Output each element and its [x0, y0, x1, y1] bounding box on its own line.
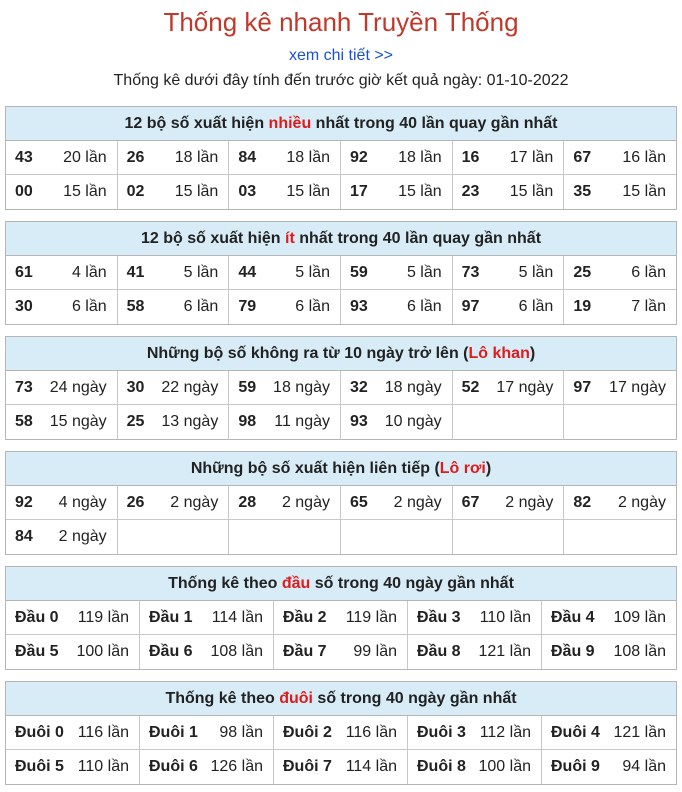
stat-cell	[542, 716, 676, 750]
stat-value: 22 ngày	[161, 378, 219, 396]
stat-key: Đuôi 0	[15, 723, 64, 741]
stat-key: 41	[126, 263, 145, 281]
stat-value: 7 lần	[631, 298, 666, 315]
stat-key: 03	[238, 183, 257, 200]
stat-cell	[229, 486, 341, 520]
stat-cell	[229, 290, 341, 324]
stat-value: 18 lần	[174, 148, 219, 166]
stat-key: Đuôi 6	[149, 758, 198, 775]
stat-key: Đầu 6	[149, 643, 193, 660]
stat-value: 109 lần	[613, 608, 666, 626]
stats-grid	[6, 716, 676, 784]
stat-value: 4 lần	[71, 263, 107, 281]
stat-cell	[118, 141, 230, 175]
stat-value: 20 lần	[63, 148, 107, 166]
stat-key: 02	[126, 183, 145, 200]
section-heading: Thống kê theo đầu số trong 40 ngày gần nhất	[6, 567, 676, 601]
stat-cell	[341, 175, 453, 209]
stat-cell	[453, 141, 565, 175]
stat-key: Đầu 8	[417, 643, 461, 660]
stat-value: 18 ngày	[273, 378, 330, 396]
stat-value: 114 lần	[211, 608, 263, 626]
stat-cell	[542, 601, 676, 635]
stat-key: 58	[126, 298, 145, 315]
stat-value: 100 lần	[478, 758, 531, 775]
stat-key: Đầu 4	[551, 608, 595, 626]
stat-cell	[341, 141, 453, 175]
stat-value: 10 ngày	[384, 413, 442, 430]
stat-key: 30	[126, 378, 145, 396]
stat-key: Đuôi 4	[551, 723, 600, 741]
stat-cell	[6, 290, 118, 324]
stat-key: 92	[349, 148, 368, 166]
stat-cell	[542, 750, 676, 784]
empty-cell	[118, 520, 230, 554]
stat-cell	[140, 635, 274, 669]
stat-value: 100 lần	[76, 643, 129, 660]
stat-cell	[6, 141, 118, 175]
stat-cell	[274, 750, 408, 784]
stat-key: 67	[573, 148, 592, 166]
stat-key: Đuôi 5	[15, 758, 64, 775]
stat-key: 93	[349, 298, 368, 315]
stat-value: 15 lần	[286, 183, 330, 200]
stat-cell	[6, 486, 118, 520]
stat-value: 17 lần	[509, 148, 554, 166]
stat-value: 6 lần	[183, 298, 219, 315]
stat-key: Đầu 1	[149, 608, 193, 626]
stat-value: 121 lần	[478, 643, 531, 660]
stat-key: Đầu 2	[283, 608, 327, 626]
stat-cell	[542, 635, 676, 669]
stat-key: 30	[15, 298, 33, 315]
stat-value: 5 lần	[183, 263, 219, 281]
stat-value: 119 lần	[345, 608, 397, 626]
stat-value: 6 lần	[295, 298, 330, 315]
stat-value: 119 lần	[77, 608, 129, 626]
stat-value: 2 ngày	[58, 528, 107, 545]
stats-grid	[6, 141, 676, 209]
stat-cell	[118, 371, 230, 405]
stat-cell	[6, 520, 118, 554]
stat-key: 73	[15, 378, 33, 396]
stat-cell	[341, 256, 453, 290]
stat-key: 92	[15, 493, 33, 511]
stat-key: 25	[126, 413, 145, 430]
section-duoi-stats	[5, 681, 677, 785]
stat-cell	[229, 141, 341, 175]
stat-value: 15 lần	[509, 183, 554, 200]
stat-cell	[140, 601, 274, 635]
stat-key: 67	[461, 493, 480, 511]
stat-value: 121 lần	[613, 723, 666, 741]
stat-key: Đầu 0	[15, 608, 59, 626]
stat-key: 97	[461, 298, 480, 315]
stat-value: 6 lần	[406, 298, 442, 315]
stat-cell	[453, 371, 565, 405]
stat-cell	[6, 175, 118, 209]
stat-value: 15 lần	[398, 183, 442, 200]
section-heading: Những bộ số không ra từ 10 ngày trở lên (Lô khan)	[6, 337, 676, 371]
empty-cell	[564, 520, 676, 554]
stat-value: 5 lần	[406, 263, 442, 281]
stat-value: 17 ngày	[609, 378, 666, 396]
page-subtitle: Thống kê dưới đây tính đến trước giờ kết quả ngày: 01-10-2022	[113, 72, 569, 89]
stat-key: 82	[573, 493, 592, 511]
stat-cell	[564, 486, 676, 520]
stat-value: 110 lần	[77, 758, 129, 775]
stat-value: 11 ngày	[274, 413, 330, 430]
stat-key: Đầu 7	[283, 643, 327, 660]
stats-grid	[6, 601, 676, 669]
stat-key: 26	[126, 148, 145, 166]
stat-cell	[229, 256, 341, 290]
stat-key: Đuôi 1	[149, 723, 198, 741]
section-least-frequent	[5, 221, 677, 325]
stat-value: 15 lần	[622, 183, 666, 200]
empty-cell	[453, 520, 565, 554]
stat-value: 108 lần	[613, 643, 666, 660]
stat-cell	[408, 601, 542, 635]
stat-key: 79	[238, 298, 257, 315]
stat-cell	[453, 256, 565, 290]
stat-cell	[408, 716, 542, 750]
stat-cell	[118, 256, 230, 290]
stat-value: 2 ngày	[505, 493, 554, 511]
stat-value: 5 lần	[295, 263, 330, 281]
stat-value: 18 ngày	[384, 378, 442, 396]
stat-cell	[564, 290, 676, 324]
stat-key: 28	[238, 493, 257, 511]
stat-key: 58	[15, 413, 33, 430]
stat-value: 24 ngày	[49, 378, 107, 396]
stat-value: 13 ngày	[161, 413, 219, 430]
empty-cell	[341, 520, 453, 554]
stat-key: 26	[126, 493, 145, 511]
stat-key: 97	[573, 378, 592, 396]
section-dau-stats	[5, 566, 677, 670]
stat-cell	[408, 635, 542, 669]
stat-cell	[6, 601, 140, 635]
stat-cell	[6, 256, 118, 290]
stat-cell	[118, 290, 230, 324]
stat-value: 110 lần	[479, 608, 531, 626]
stat-key: 32	[349, 378, 368, 396]
stat-value: 6 lần	[71, 298, 107, 315]
stat-value: 108 lần	[210, 643, 263, 660]
stat-key: Đầu 9	[551, 643, 595, 660]
stat-value: 2 ngày	[617, 493, 666, 511]
stat-value: 15 lần	[174, 183, 219, 200]
stat-cell	[453, 290, 565, 324]
stat-cell	[6, 371, 118, 405]
stat-value: 112 lần	[479, 723, 531, 741]
stat-value: 5 lần	[518, 263, 554, 281]
stat-key: 19	[573, 298, 592, 315]
stat-key: 98	[238, 413, 257, 430]
stat-cell	[6, 635, 140, 669]
stat-cell	[274, 716, 408, 750]
stat-key: 25	[573, 263, 592, 281]
stat-key: 52	[461, 378, 480, 396]
stat-value: 99 lần	[353, 643, 397, 660]
stat-key: 16	[461, 148, 480, 166]
section-heading: Thống kê theo đuôi số trong 40 ngày gần nhất	[6, 682, 676, 716]
section-most-frequent	[5, 106, 677, 210]
stat-key: 00	[15, 183, 33, 200]
page-title: Thống kê nhanh Truyền Thống	[163, 7, 519, 37]
stat-key: 73	[461, 263, 480, 281]
stat-cell	[341, 405, 453, 439]
stat-key: 35	[573, 183, 592, 200]
stat-key: 61	[15, 263, 33, 281]
stat-cell	[408, 750, 542, 784]
stat-cell	[341, 486, 453, 520]
stat-key: 43	[15, 148, 33, 166]
stat-value: 98 lần	[219, 723, 263, 741]
stat-cell	[564, 371, 676, 405]
stat-value: 6 lần	[631, 263, 666, 281]
stat-cell	[341, 290, 453, 324]
stat-key: 23	[461, 183, 480, 200]
stat-value: 18 lần	[398, 148, 442, 166]
stat-value: 116 lần	[77, 723, 129, 741]
stat-cell	[6, 716, 140, 750]
section-heading: 12 bộ số xuất hiện nhiều nhất trong 40 lần quay gần nhất	[6, 107, 676, 141]
stat-value: 18 lần	[286, 148, 330, 166]
stats-grid	[6, 486, 676, 554]
empty-cell	[229, 520, 341, 554]
stat-key: 84	[15, 528, 33, 545]
stat-value: 4 ngày	[58, 493, 107, 511]
stat-cell	[118, 486, 230, 520]
stat-key: 65	[349, 493, 368, 511]
stat-cell	[140, 716, 274, 750]
stat-cell	[6, 750, 140, 784]
stat-cell	[274, 601, 408, 635]
stat-key: 44	[238, 263, 257, 281]
stat-key: 93	[349, 413, 368, 430]
view-details-link[interactable]: xem chi tiết >>	[288, 47, 394, 64]
stat-cell	[229, 371, 341, 405]
section-heading: Những bộ số xuất hiện liên tiếp (Lô rơi)	[6, 452, 676, 486]
stat-cell	[118, 175, 230, 209]
empty-cell	[453, 405, 565, 439]
stat-value: 16 lần	[622, 148, 666, 166]
stat-cell	[564, 175, 676, 209]
section-lo-khan	[5, 336, 677, 440]
stat-key: Đuôi 3	[417, 723, 466, 741]
stat-value: 15 ngày	[49, 413, 107, 430]
stat-value: 15 lần	[63, 183, 107, 200]
stat-value: 2 ngày	[281, 493, 330, 511]
stat-value: 2 ngày	[393, 493, 442, 511]
stat-key: Đuôi 9	[551, 758, 600, 775]
stat-value: 6 lần	[518, 298, 554, 315]
stat-value: 2 ngày	[170, 493, 219, 511]
stat-value: 114 lần	[345, 758, 397, 775]
stat-key: Đuôi 8	[417, 758, 466, 775]
stat-value: 116 lần	[345, 723, 397, 741]
empty-cell	[564, 405, 676, 439]
stat-cell	[140, 750, 274, 784]
stat-key: Đầu 3	[417, 608, 461, 626]
stat-key: 84	[238, 148, 257, 166]
stat-value: 94 lần	[622, 758, 666, 775]
section-heading: 12 bộ số xuất hiện ít nhất trong 40 lần quay gần nhất	[6, 222, 676, 256]
stat-cell	[274, 635, 408, 669]
stat-key: 59	[238, 378, 257, 396]
stat-cell	[453, 175, 565, 209]
stat-cell	[564, 141, 676, 175]
stat-value: 17 ngày	[496, 378, 554, 396]
stats-grid	[6, 256, 676, 324]
stat-key: Đuôi 7	[283, 758, 332, 775]
stat-cell	[453, 486, 565, 520]
stat-cell	[341, 371, 453, 405]
stat-key: 17	[349, 183, 368, 200]
stat-value: 126 lần	[210, 758, 263, 775]
stat-cell	[118, 405, 230, 439]
stat-key: 59	[349, 263, 368, 281]
stat-cell	[564, 256, 676, 290]
stat-cell	[229, 405, 341, 439]
stat-cell	[6, 405, 118, 439]
section-lo-roi	[5, 451, 677, 555]
stats-grid	[6, 371, 676, 439]
stat-key: Đuôi 2	[283, 723, 332, 741]
stat-cell	[229, 175, 341, 209]
stat-key: Đầu 5	[15, 643, 59, 660]
